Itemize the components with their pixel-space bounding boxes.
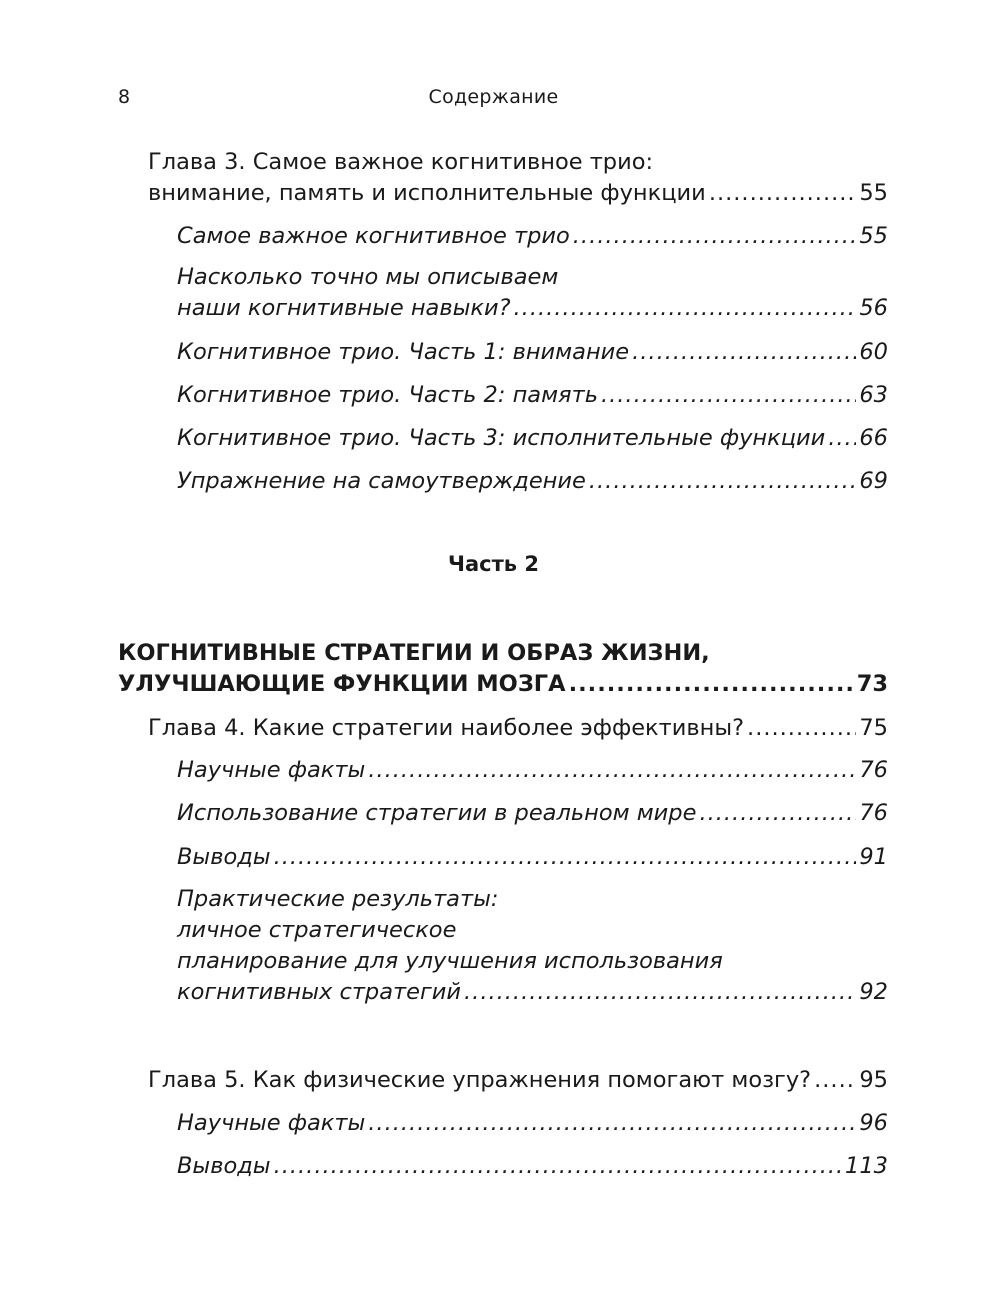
section-title-line: планирование для улучшения использования [177, 948, 723, 974]
part-title-line: КОГНИТИВНЫЕ СТРАТЕГИИ И ОБРАЗ ЖИЗНИ, [118, 640, 710, 666]
toc-section[interactable] [0, 221, 987, 252]
page-ref: 66 [859, 425, 888, 451]
toc-chapter-5[interactable] [0, 1065, 987, 1096]
section-title: Научные факты [177, 757, 366, 783]
section-title-line: личное стратегическое [177, 917, 457, 943]
dot-leader [814, 1065, 856, 1096]
page-ref: 96 [859, 1110, 888, 1136]
toc-section[interactable] [0, 798, 987, 829]
dot-leader [514, 293, 857, 324]
chapter-title: Глава 4. Какие стратегии наиболее эффективны? [148, 715, 745, 741]
section-title: Самое важное когнитивное трио [177, 223, 570, 249]
dot-leader [274, 842, 857, 873]
section-title: когнитивных стратегий [177, 979, 462, 1005]
dot-leader [699, 798, 856, 829]
dot-leader [464, 977, 856, 1008]
toc-section[interactable] [0, 1108, 987, 1139]
section-title: Когнитивное трио. Часть 2: память [177, 382, 598, 408]
section-title: Выводы [177, 844, 271, 870]
page-ref: 95 [859, 1067, 888, 1093]
page-ref: 55 [859, 223, 888, 249]
page-ref: 76 [859, 757, 888, 783]
page-ref: 76 [859, 800, 888, 826]
section-title: Использование стратегии в реальном мире [177, 800, 697, 826]
dot-leader [709, 178, 857, 209]
chapter-title-line: Глава 3. Самое важное когнитивное трио: [148, 149, 654, 175]
toc-section[interactable] [0, 380, 987, 411]
toc-section[interactable] [0, 262, 987, 324]
page-ref: 69 [859, 468, 888, 494]
dot-leader [368, 755, 856, 786]
dot-leader [601, 380, 856, 411]
toc-section[interactable] [0, 1151, 987, 1182]
dot-leader [569, 669, 854, 700]
toc-section[interactable] [0, 842, 987, 873]
part-label: Часть 2 [448, 552, 539, 576]
section-title: наши когнитивные навыки? [177, 295, 511, 321]
page-ref: 113 [845, 1153, 888, 1179]
dot-leader [589, 466, 857, 497]
toc-section[interactable] [0, 337, 987, 368]
section-title: Когнитивное трио. Часть 3: исполнительные функции [177, 425, 826, 451]
dot-leader [573, 221, 857, 252]
page-ref: 55 [859, 180, 888, 206]
dot-leader [368, 1108, 856, 1139]
toc-section[interactable] [0, 423, 987, 454]
section-title: Когнитивное трио. Часть 1: внимание [177, 339, 630, 365]
section-title: Научные факты [177, 1110, 366, 1136]
toc-section[interactable] [0, 755, 987, 786]
page-number: 8 [118, 86, 131, 108]
toc-part-title[interactable] [0, 638, 987, 700]
dot-leader [828, 423, 856, 454]
running-title: Содержание [428, 86, 559, 108]
section-title: Упражнение на самоутверждение [177, 468, 586, 494]
dot-leader [747, 713, 856, 744]
toc-section[interactable] [0, 884, 987, 1008]
chapter-title-line: внимание, память и исполнительные функции [148, 180, 706, 206]
page-ref: 56 [859, 295, 888, 321]
page-ref: 63 [859, 382, 888, 408]
dot-leader [274, 1151, 842, 1182]
section-title-line: Насколько точно мы описываем [177, 264, 559, 290]
dot-leader [632, 337, 856, 368]
part-title-line: УЛУЧШАЮЩИЕ ФУНКЦИИ МОЗГА [118, 671, 566, 697]
page-ref: 73 [856, 671, 888, 697]
page-ref: 92 [859, 979, 888, 1005]
section-title: Выводы [177, 1153, 271, 1179]
toc-chapter-4[interactable] [0, 713, 987, 744]
toc-section[interactable] [0, 466, 987, 497]
page-ref: 60 [859, 339, 888, 365]
page-ref: 91 [859, 844, 888, 870]
toc-chapter-3[interactable] [0, 147, 987, 209]
page-ref: 75 [859, 715, 888, 741]
chapter-title: Глава 5. Как физические упражнения помогают мозгу? [148, 1067, 812, 1093]
section-title-line: Практические результаты: [177, 886, 499, 912]
